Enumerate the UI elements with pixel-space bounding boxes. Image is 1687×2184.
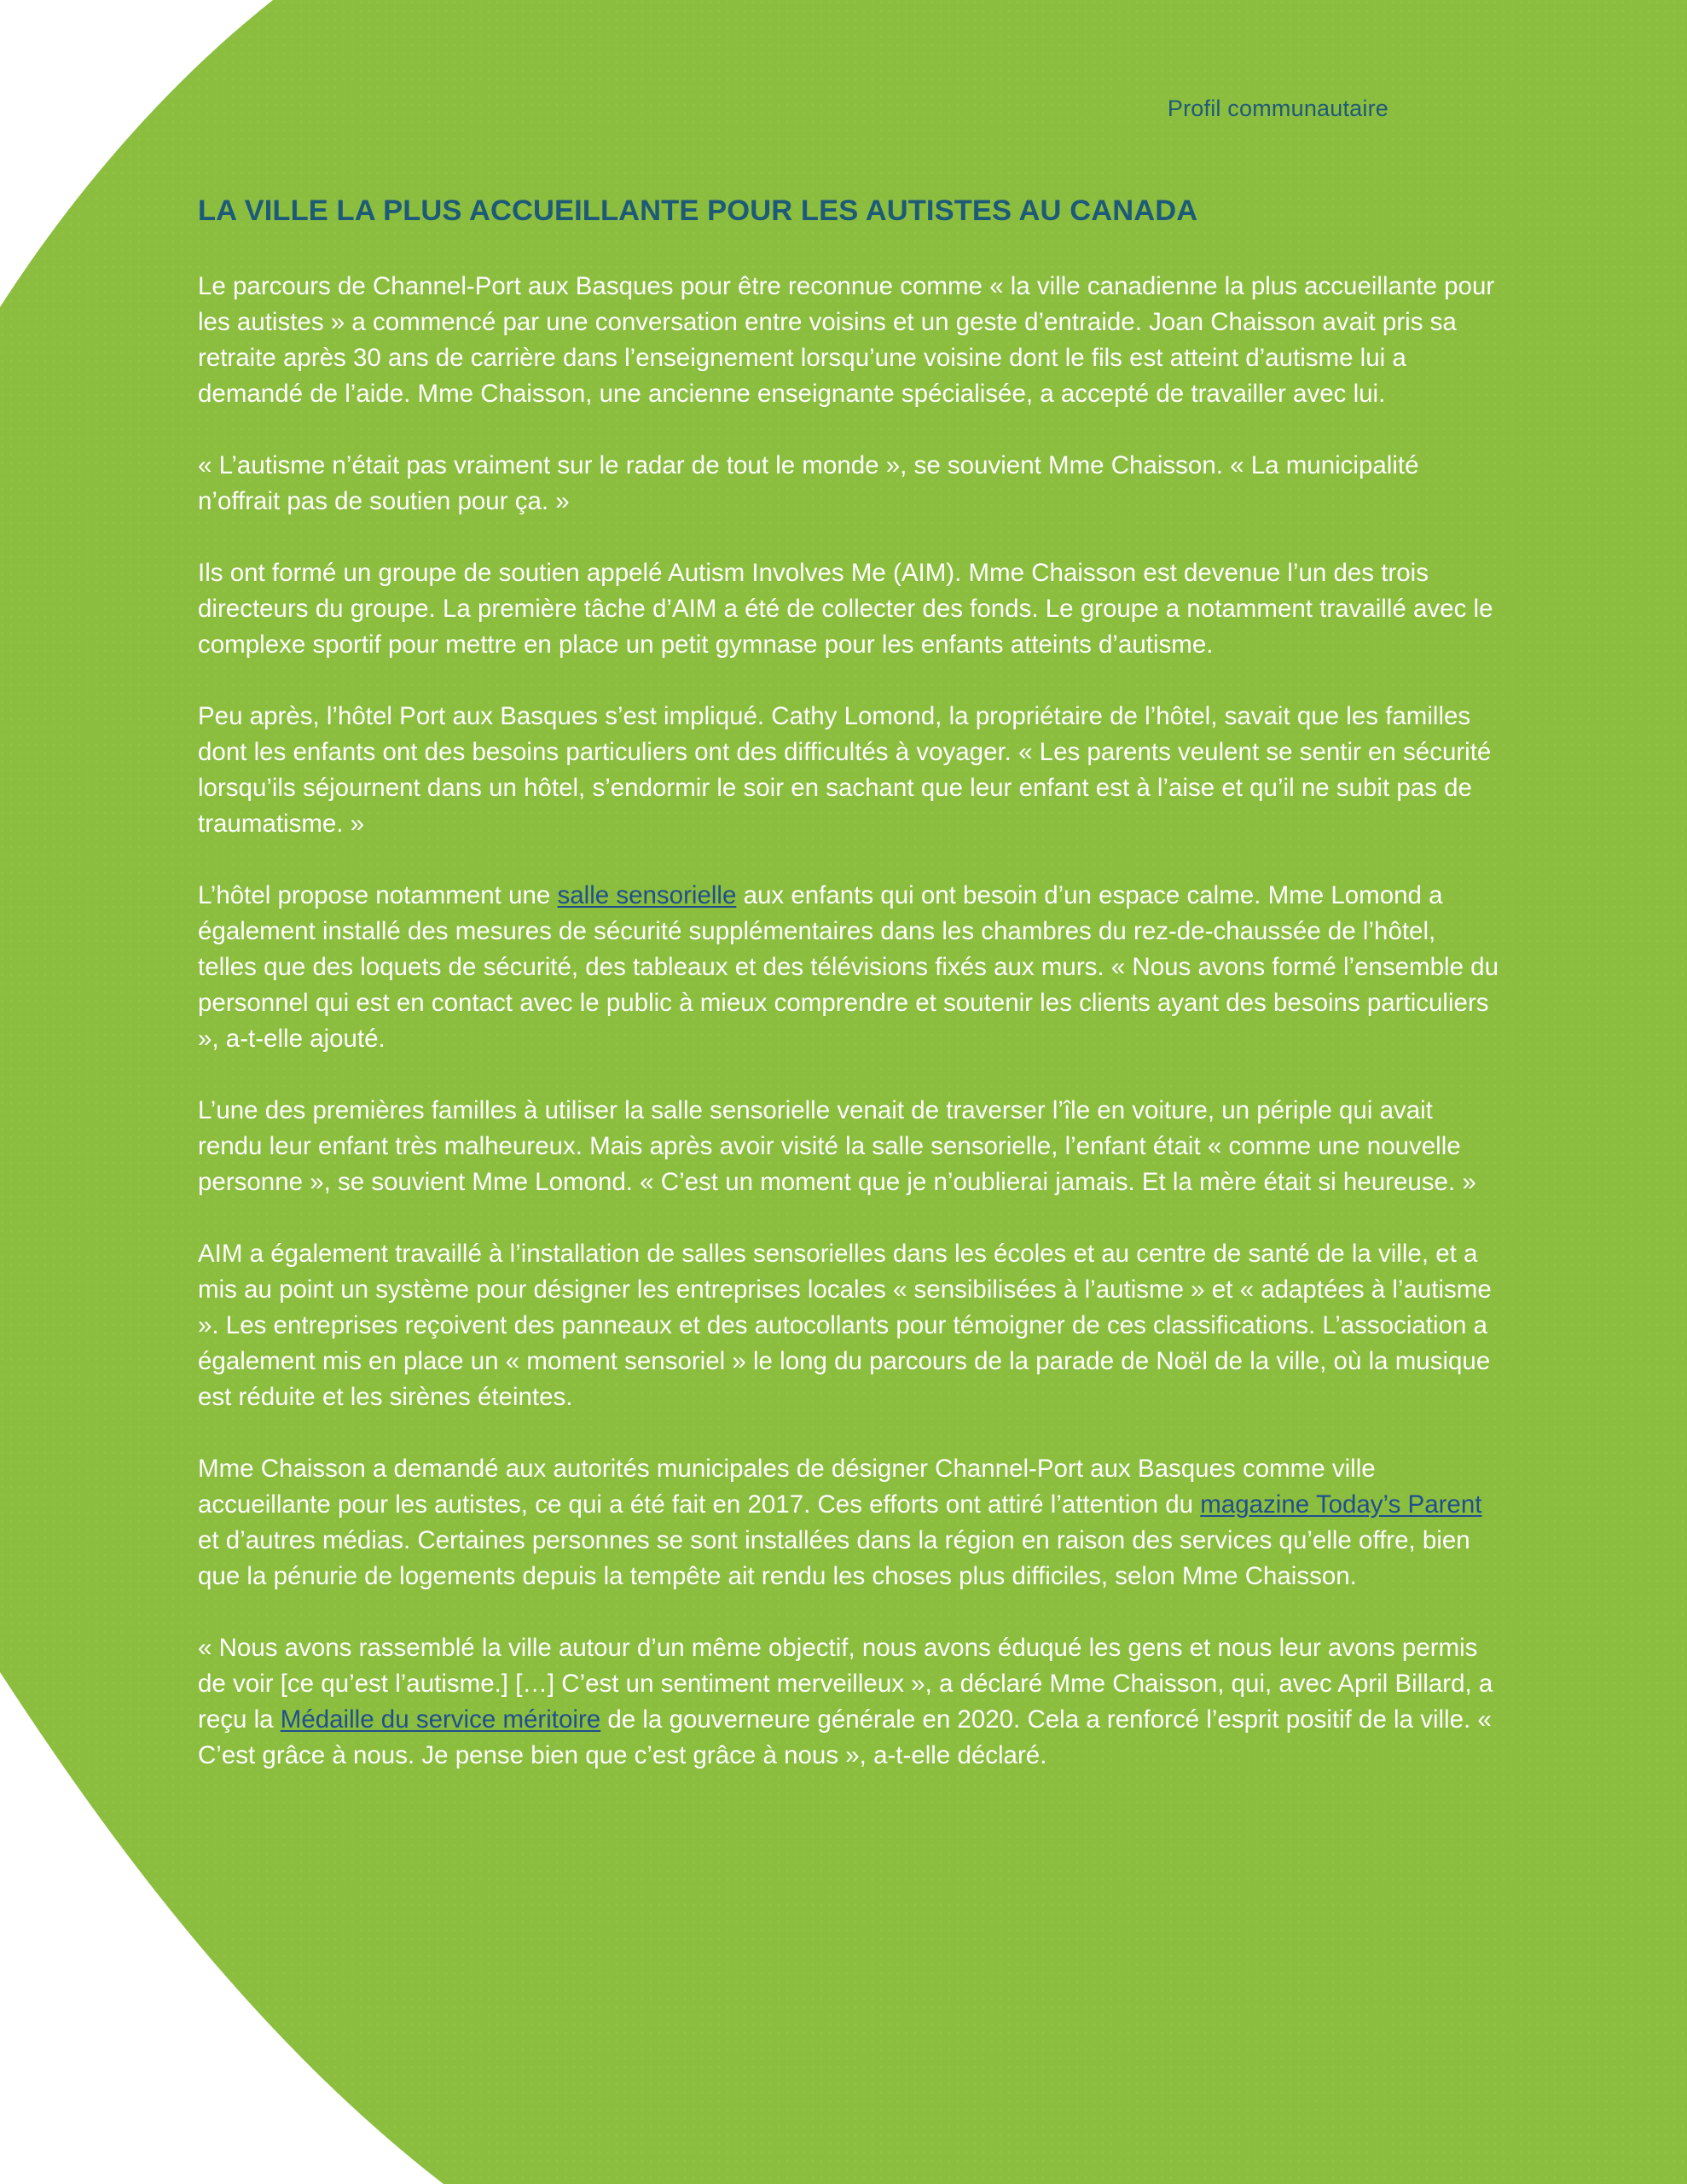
paragraph-3: Ils ont formé un groupe de soutien appelé Autism Involves Me (AIM). Mme Chaisson est devenue l’un des trois directeurs du groupe. La première tâche d’AIM a été de collecter des fonds. Le groupe a notamment travaillé avec le complexe sportif pour mettre en place un petit gymnase pour les enfants atteints d’autisme.: [198, 559, 1493, 659]
salle-sensorielle-link[interactable]: salle sensorielle: [557, 881, 737, 909]
paragraph-5-text-after: aux enfants qui ont besoin d’un espace calme. Mme Lomond a également installé des mesures de sécurité supplémentaires dans les chambres du rez-de-chaussée de l’hôtel, telles que des loquets de sécurité, des tableaux et des télévisions fixés aux murs. « Nous avons formé l’ensemble du personnel qui est en contact avec le public à mieux comprendre et soutenir les clients ayant des besoins particuliers », a-t-elle ajouté.: [198, 881, 1499, 1053]
todays-parent-link[interactable]: magazine Today’s Parent: [1200, 1490, 1482, 1519]
section-label: Profil communautaire: [1167, 96, 1388, 121]
medaille-service-meritoire-link[interactable]: Médaille du service méritoire: [280, 1705, 601, 1734]
paragraph-8-text-after: et d’autres médias. Certaines personnes se sont installées dans la région en raison des services qu’elle offre, bien que la pénurie de logements depuis la tempête ait rendu les choses plus difficiles, selon Mme Chaisson.: [198, 1526, 1470, 1590]
paragraph-2: « L’autisme n’était pas vraiment sur le radar de tout le monde », se souvient Mme Chaisson. « La municipalité n’offrait pas de soutien pour ça. »: [198, 451, 1419, 515]
paragraph-7: AIM a également travaillé à l’installation de salles sensorielles dans les écoles et au centre de santé de la ville, et a mis au point un système pour désigner les entreprises locales « sensibilisées à l’autisme » et « adaptées à l’autisme ». Les entreprises reçoivent des panneaux et des autocollants pour témoigner de ces classifications. L’association a également mis en place un « moment sensoriel » le long du parcours de la parade de Noël de la ville, où la musique est réduite et les sirènes éteintes.: [198, 1240, 1492, 1411]
paragraph-9-text-before: « Nous avons rassemblé la ville autour d’un même objectif, nous avons éduqué les gens et nous leur avons permis de voir [ce qu’est l’autisme.] […] C’est un sentiment merveilleux », a déclaré Mme Chaisson, qui, avec April Billard, a reçu la: [198, 1634, 1493, 1734]
paragraph-9-text-after: de la gouverneure générale en 2020. Cela a renforcé l’esprit positif de la ville. « C’est grâce à nous. Je pense bien que c’est grâce à nous », a-t-elle déclaré.: [198, 1705, 1492, 1769]
paragraph-8-text-before: Mme Chaisson a demandé aux autorités municipales de désigner Channel-Port aux Basques comme ville accueillante pour les autistes, ce qui a été fait en 2017. Ces efforts ont attiré l’attention du: [198, 1455, 1376, 1519]
paragraph-4: Peu après, l’hôtel Port aux Basques s’est impliqué. Cathy Lomond, la propriétaire de l’hôtel, savait que les familles dont les enfants ont des besoins particuliers ont des difficultés à voyager. « Les parents veulent se sentir en sécurité lorsqu’ils séjournent dans un hôtel, s’endormir le soir en sachant que leur enfant est à l’aise et qu’il ne subit pas de traumatisme. »: [198, 702, 1492, 838]
article-title: LA VILLE LA PLUS ACCUEILLANTE POUR LES AUTISTES AU CANADA: [198, 195, 1198, 227]
paragraph-5: [198, 878, 1499, 1057]
paragraph-6: L’une des premières familles à utiliser la salle sensorielle venait de traverser l’île en voiture, un périple qui avait rendu leur enfant très malheureux. Mais après avoir visité la salle sensorielle, l’enfant était « comme une nouvelle personne », se souvient Mme Lomond. « C’est un moment que je n’oublierai jamais. Et la mère était si heureuse. »: [198, 1096, 1476, 1196]
paragraph-1: Le parcours de Channel-Port aux Basques pour être reconnue comme « la ville canadienne la plus accueillante pour les autistes » a commencé par une conversation entre voisins et un geste d’entraide. Joan Chaisson avait pris sa retraite après 30 ans de carrière dans l’enseignement lorsqu’une voisine dont le fils est atteint d’autisme lui a demandé de l’aide. Mme Chaisson, une ancienne enseignante spécialisée, a accepté de travailler avec lui.: [198, 272, 1495, 408]
paragraph-9: [198, 1630, 1499, 1774]
paragraph-5-text-before: L’hôtel propose notamment une: [198, 881, 558, 909]
paragraph-8: [198, 1451, 1499, 1594]
article-body: [198, 195, 1499, 1809]
